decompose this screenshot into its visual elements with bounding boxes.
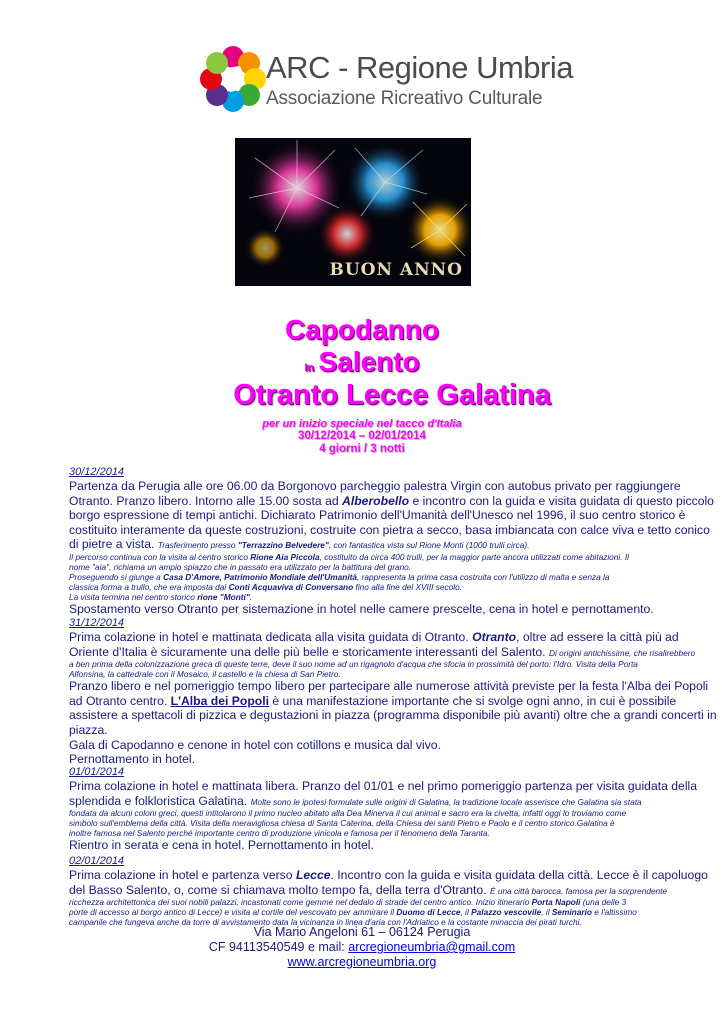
- text: Trasferimento presso: [157, 540, 238, 551]
- text: ad Otranto centro.: [69, 693, 171, 708]
- day-1-detail: nome "aia", richiama un ampio spiazzo che in passato era utilizzato per la battitura del grano.: [69, 561, 412, 572]
- day-1-detail: [69, 552, 669, 562]
- day-4-line: [69, 868, 708, 883]
- text: ricchezza architettonica dei suoi nobili palazzi, incastonati come gemme nel dedalo di strade del centro antico. Inizio itinerario: [69, 897, 532, 908]
- text: classica forma a trullo, che era imposta dai: [69, 581, 229, 592]
- day-4-body: [69, 868, 708, 928]
- text: La visita termina nel centro storico: [69, 591, 198, 602]
- day-3-line: Prima colazione in hotel e mattinata libera. Pranzo del 01/01 e nel primo pomeriggio partenza per visita guidata della: [69, 779, 698, 793]
- title-line-2-prefix: In: [304, 362, 315, 374]
- day-4-detail: [69, 897, 669, 907]
- org-subtitle: Associazione Ricreativo Culturale: [266, 88, 543, 109]
- fireworks-image: [235, 138, 471, 286]
- text: è una manifestazione importante che si svolge ogni anno, in cui è possibile: [269, 693, 677, 708]
- day-2-line: [69, 644, 696, 660]
- day-1-detail: [69, 582, 669, 592]
- text: porte di accesso al borgo antico di Lecce) e visita al cortile del vescovato per ammirare il: [69, 907, 397, 918]
- text: e l'altissimo: [591, 907, 637, 918]
- day-1-detail: [69, 572, 669, 582]
- day-3-body: [69, 779, 698, 853]
- website-link[interactable]: www.arcregioneumbria.org: [287, 955, 437, 969]
- place-lecce: Lecce: [295, 868, 331, 882]
- day-3-date: 01/01/2014: [69, 766, 125, 778]
- day-3-detail: inoltre famosa nel Salento perché importante centro di produzione vinicola e famosa per il fenomeno della Taranta.: [69, 828, 490, 839]
- text: di pietre a vista.: [69, 537, 158, 552]
- day-1-line: [69, 493, 714, 509]
- place-casa-damore: Casa D'Amore, Patrimonio Mondiale dell'Umanità: [163, 571, 358, 582]
- day-2-line: Pernottamento in hotel.: [69, 752, 196, 767]
- day-2-line: piazza.: [69, 722, 108, 737]
- title-line-2-main: Salento: [318, 346, 420, 377]
- place-rione-aia: Rione Aia Piccola: [250, 551, 320, 562]
- place-seminario: Seminario: [551, 907, 592, 918]
- text: Oriente d'Italia è sicuramente una delle più belle e storicamente interessanti del Salento.: [69, 644, 549, 659]
- day-1-line: Spostamento verso Otranto per sistemazione in hotel nelle camere prescelte, cena in hotel e pernottamento.: [69, 601, 654, 616]
- title-tagline: per un inizio speciale nel tacco d'Italia: [262, 418, 462, 430]
- place-duomo: Duomo di Lecce: [396, 907, 461, 918]
- day-2-body: [69, 630, 717, 767]
- text: .: [249, 591, 253, 602]
- day-3-detail: simbolo sull'emblema della città. Visita della meravigliosa chiesa di Santa Caterina, della Chiesa dei santi Pietro e Paolo e il centro storico.Galatina è: [69, 818, 615, 829]
- title-line-1: Capodanno: [285, 314, 439, 345]
- day-1-line: borgo espressione di tempi antichi. Dichiarato Patrimonio dell'Umanità dell'Unesco nel 1996, il suo centro storico è: [69, 508, 686, 523]
- place-palazzo: Palazzo vescovile: [471, 907, 542, 918]
- text: Proseguendo si giunge a: [69, 571, 164, 582]
- org-name: ARC - Regione Umbria: [266, 50, 573, 85]
- footer-contacts: [0, 940, 724, 955]
- title-dates: 30/12/2014 – 02/01/2014: [298, 430, 426, 442]
- text: Molte sono le ipotesi formulate sulle origini di Galatina, la tradizione locale asserisce che Galatina sia stata: [250, 796, 642, 807]
- footer-address: Via Mario Angeloni 61 – 06124 Perugia: [253, 925, 471, 939]
- title-line-3: Otranto Lecce Galatina: [233, 379, 551, 411]
- title-duration: 4 giorni / 3 notti: [319, 443, 405, 455]
- text: Il percorso continua con la visita al centro storico: [69, 551, 251, 562]
- day-2-detail: Alfonsina, la cattedrale con il Mosaico, il castello e la chiesa di San Pietro.: [69, 669, 341, 680]
- place-terrazzino: "Terrazzino Belvedere": [237, 540, 329, 551]
- text: , costituito da circa 400 trulli, per la maggior parte ancora utilizzati come abitazioni. Il: [319, 551, 630, 562]
- email-link[interactable]: arcregioneumbria@gmail.com: [348, 940, 516, 954]
- text: e incontro con la guida e visita guidata di questo piccolo: [409, 493, 714, 508]
- day-2-detail: a ben prima della colonizzazione greca di queste terre, deve il suo nome ad un rigagnolo d'acqua che sfocia in prossimità del porto: l'Idro. Visita della Porta: [69, 659, 638, 670]
- text: , il: [460, 907, 472, 918]
- text: fino alla fine del XVIII secolo.: [353, 581, 463, 592]
- flower-logo-icon: [200, 46, 266, 112]
- text: , il: [541, 907, 552, 918]
- footer-cf: CF 94113540549 e mail:: [208, 940, 349, 954]
- day-4-line: [69, 883, 669, 898]
- text: , con fantastica vista sul Rione Monti (1000 trulli circa).: [328, 540, 530, 551]
- place-otranto: Otranto: [472, 630, 517, 644]
- day-1-line: costituito interamente da queste costruzioni, costruite con pietra a secco, basa imbiancata con calce viva e tetto conico: [69, 522, 710, 537]
- footer: [0, 925, 724, 970]
- text: , rappresenta la prima casa costruita con l'utilizzo di malta e senza la: [357, 571, 610, 582]
- place-rione-monti: rione "Monti": [197, 591, 250, 602]
- day-2-line: [69, 630, 679, 645]
- text: (una delle 3: [580, 897, 627, 908]
- text: Prima colazione in hotel e partenza verso: [69, 868, 296, 882]
- day-2-line: Gala di Capodanno e cenone in hotel con cotillons e musica dal vivo.: [69, 737, 441, 752]
- title-line-2: [0, 346, 724, 378]
- day-2-date: 31/12/2014: [69, 617, 125, 629]
- text: , oltre ad essere la città più ad: [516, 630, 679, 644]
- day-4-date: 02/01/2014: [69, 855, 125, 867]
- day-4-detail: [69, 907, 669, 917]
- text: Prima colazione in hotel e mattinata dedicata alla visita guidata di Otranto.: [69, 630, 473, 644]
- day-3-line: Rientro in serata e cena in hotel. Pernottamento in hotel.: [69, 838, 374, 853]
- text: È una città barocca, famosa per la sorprendente: [489, 885, 668, 896]
- day-3-line: [69, 794, 669, 809]
- text: Otranto. Pranzo libero. Intorno alle 15.00 sosta ad: [69, 493, 343, 508]
- day-1-detail: [69, 592, 669, 602]
- day-1-body: [69, 479, 714, 617]
- conti-acquaviva: Conti Acquaviva di Conversano: [228, 581, 354, 592]
- alba-dei-popoli-link[interactable]: L'Alba dei Popoli: [170, 693, 269, 708]
- text: . Incontro con la guida e visita guidata della città. Lecce è il capoluogo: [330, 868, 708, 882]
- day-3-detail: fondata da alcuni coloni greci, questi intitolarono il primo nucleo abitato alla Dea Minerva il cui animal e sacro era la civetta, infatti oggi lo troviamo come: [69, 808, 627, 819]
- image-caption: BUON ANNO: [329, 260, 463, 280]
- day-2-line: Pranzo libero e nel pomeriggio tempo libero per partecipare alle numerose attività previste per la festa l'Alba dei Popoli: [69, 679, 709, 694]
- day-1-date: 30/12/2014: [69, 466, 125, 478]
- day-1-line: Partenza da Perugia alle ore 06.00 da Borgonovo parcheggio palestra Virgin con autobus privato per raggiungere: [69, 479, 681, 493]
- text: splendida e folkloristica Galatina.: [69, 793, 251, 808]
- day-2-line: assistere a spettacoli di pizzica e degustazioni in piazza (programma disponibile più avanti) oltre che a grandi concerti in: [69, 708, 717, 723]
- day-1-line: [69, 537, 669, 552]
- footer-website-row: [0, 955, 724, 970]
- place-alberobello: Alberobello: [342, 493, 410, 508]
- day-4-detail: campanile che fungeva anche da torre di avvistamento data la vicinanza in linea d'aria con l'Adriatico e la costante minaccia dei pirati turchi.: [69, 917, 582, 928]
- org-logo: [200, 46, 573, 116]
- text: Di origini antichissime, che risalirebbero: [548, 647, 696, 658]
- text: del Basso Salento, o, come si chiamava molto tempo fa, della terra d'Otranto.: [69, 882, 490, 897]
- place-porta-napoli: Porta Napoli: [531, 897, 581, 908]
- day-2-line: [69, 693, 677, 709]
